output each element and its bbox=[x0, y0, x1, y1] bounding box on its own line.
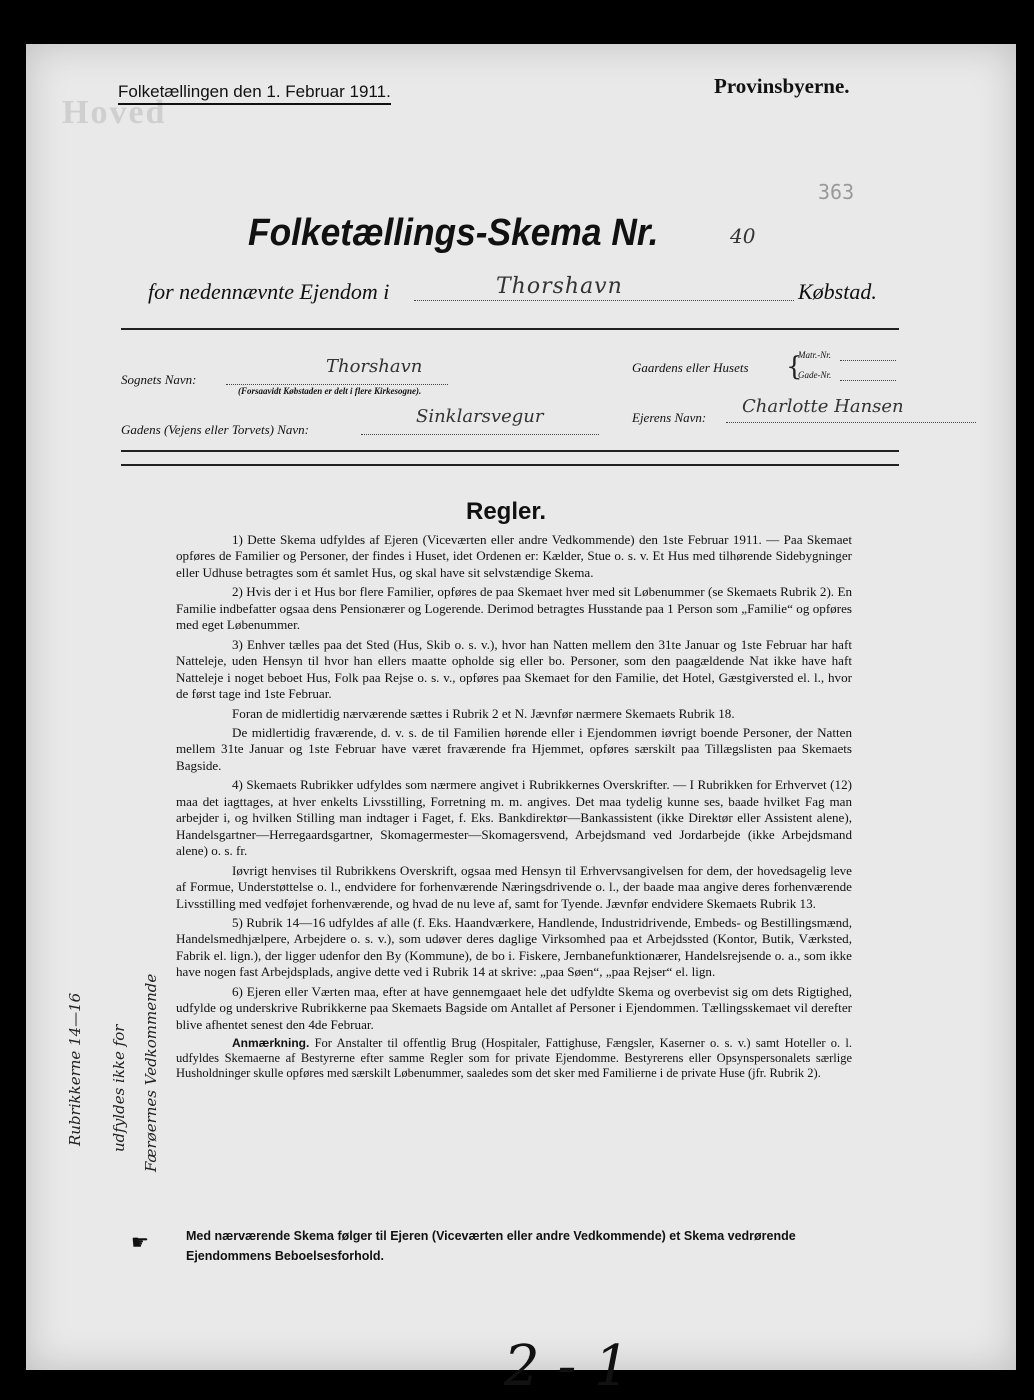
street-number-fill-line bbox=[840, 380, 896, 381]
form-title: Folketællings-Skema Nr. bbox=[248, 212, 659, 254]
street-label: Gadens (Vejens eller Torvets) Navn: bbox=[121, 422, 309, 437]
matr-label: Matr.-Nr. bbox=[798, 350, 832, 360]
rules-heading: Regler. bbox=[466, 498, 547, 525]
region-header: Provinsbyerne. bbox=[714, 74, 850, 98]
pointing-hand-icon: ☛ bbox=[131, 1230, 149, 1254]
parish-label: Sognets Navn: bbox=[121, 372, 197, 387]
rule-5: 5) Rubrik 14—16 udfyldes af alle (f. Eks. Haandværkere, Handlende, Industridrivende, Embeds- og Bestillingsmænd, Handelsmedhjælpere, Arbejdere o. s. v.), som udøver deres daglige Virksomhed paa et Arbejdssted (Kontor, Butik, Værksted, Fabrik el. lign.), der ligger udenfor den By (Kommune), de bo i. Fiskere, Jernbanefunktionærer, Handelsrejsende o. a., som ikke have nogen fast Arbejdsplads, angive dette ved i Rubrik 14 at skrive: „paa Søen“, „paa Rejser“ el. lign. bbox=[176, 914, 852, 980]
city-handwritten: Thorshavn bbox=[496, 274, 623, 299]
rule-3-foran: Foran de midlertidig nærværende sættes i Rubrik 2 et N. Jævnfør nærmere Skemaets Rubrik 18. bbox=[232, 705, 735, 721]
note-text: For Anstalter til offentlig Brug (Hospitaler, Fattighuse, Fængsler, Kaserner o. s. v.) samt Hoteller o. l. udfyldes Skemaerne af Bestyrerne efter samme Regler som for private Ejendomme. Bestyrerens eller Opsynspersonalets særlige Husholdninger skulle opføres med særskilt Løbenummer, saaledes som det sker med Familierne i de private Huse (jfr. Rubrik 2). bbox=[176, 1036, 852, 1081]
street-fill-line bbox=[361, 434, 599, 435]
census-form-sheet bbox=[26, 44, 1016, 1399]
faded-stamp: Hoved bbox=[62, 94, 167, 131]
owner-label: Ejerens Navn: bbox=[632, 410, 707, 425]
note-paragraph bbox=[176, 1036, 852, 1081]
brace: { bbox=[786, 352, 803, 382]
street-number-label: Gade-Nr. bbox=[798, 370, 832, 380]
divider-top bbox=[121, 328, 899, 330]
page-number: 363 bbox=[818, 180, 855, 204]
street-handwritten: Sinklarsvegur bbox=[416, 406, 544, 427]
parish-handwritten: Thorshavn bbox=[326, 356, 423, 377]
rule-1: 1) Dette Skema udfyldes af Ejeren (Viceværten eller andre Vedkommende) den 1ste Februar 1911. — Paa Skemaet opføres de Familier og Personer, der findes i Huset, idet Ordenen er: Kælder, Stue o. s. v. Et Hus med tilhørende Sidebygninger eller Udhuse betragtes som ét samlet Hus, og skal have sit selvstændige Skema. bbox=[176, 532, 852, 580]
rule-3: 3) Enhver tælles paa det Sted (Hus, Skib o. s. v.), hvor han Natten mellem den 31te Januar og 1ste Februar har haft Natteleje, uden Hensyn til hvor han ellers maatte opholde sig eller bo. Personer, som den paagældende Nat ikke have haft Natteleje i noget beboet Hus, Folk paa Rejse o. s. v., opføres paa Skemaet for den Familie, det Hotel, Gæstgiversted el. l., hvor de først tage ind 1ste Februar. bbox=[176, 636, 852, 702]
margin-note-line-3: Færøernes Vedkommende bbox=[142, 973, 160, 1172]
property-line-suffix: Købstad. bbox=[798, 279, 877, 304]
owner-fill-line bbox=[726, 422, 976, 423]
divider-mid-2 bbox=[121, 464, 899, 466]
property-line-prefix: for nedennævnte Ejendom i bbox=[148, 279, 390, 304]
margin-note-line-1: Rubrikkerne 14—16 bbox=[66, 992, 84, 1146]
matr-fill-line bbox=[840, 360, 896, 361]
rule-4-ovrigt: Iøvrigt henvises til Rubrikkens Overskrift, ogsaa med Hensyn til Erhvervsangivelsen for dem, der hovedsagelig leve af Formue, Understøttelse o. l., endvidere for forhenværende Næringsdrivende o. l., der baade maa angive deres forhenværende Livsstilling med vedføjet forhenværende, og hvad de nu leve af, samt for Tyende. Jævnfør endvidere Skemaets Rubrik 13. bbox=[176, 862, 852, 911]
parish-fill-line bbox=[226, 384, 448, 385]
rules-body bbox=[176, 532, 852, 1084]
note-label: Anmærkning. bbox=[232, 1036, 310, 1051]
census-date-header: Folketællingen den 1. Februar 1911. bbox=[118, 82, 391, 105]
margin-note-line-2: udfyldes ikke for bbox=[110, 1024, 128, 1152]
parish-note: (Forsaavidt Købstaden er delt i flere Kirkesogne). bbox=[238, 386, 422, 396]
city-fill-line bbox=[414, 300, 794, 301]
form-number-handwritten: 40 bbox=[730, 224, 756, 248]
rule-6: 6) Ejeren eller Værten maa, efter at have gennemgaaet hele det udfyldte Skema og overbevist sig om dets Rigtighed, udfylde og underskrive Rubrikkerne paa Skemaets Bagside om Antallet af Personer i Ejendommen. Tællingsskemaet vil derefter blive afhentet senest den 4de Februar. bbox=[176, 983, 852, 1032]
rule-3-fravaerende: De midlertidig fraværende, d. v. s. de til Familien hørende eller i Ejendommen iøvrigt boende Personer, der Natten mellem 31te Januar og 1ste Februar have været fraværende fra Hjemmet, opføres særskilt paa Tillægslisten paa Skemaets Bagside. bbox=[176, 724, 852, 773]
divider-mid-1 bbox=[121, 450, 899, 452]
handwritten-bottom-number: 2 - 1 bbox=[504, 1334, 630, 1399]
owner-handwritten: Charlotte Hansen bbox=[742, 396, 904, 417]
rule-4: 4) Skemaets Rubrikker udfyldes som nærmere angivet i Rubrikkernes Overskrifter. — I Rubrikken for Erhvervet (12) maa det iagttages, at hver enkelts Livsstilling, Forretning m. m. angives. Det maa tydelig kunne ses, baade hvilket Fag man arbejder i, og hvilken Stilling man indtager i Faget, f. Eks. Bankdirektør—Bankassistent (ikke Direktør eller Assistent alene), Handelsgartner—Herregaardsgartner, Skomagermester—Skomagersvend, Arbejdsmand ved Jordarbejde (ikke Arbejdsmand alene) o. s. fr. bbox=[176, 777, 852, 859]
footer-notice: Med nærværende Skema følger til Ejeren (Viceværten eller andre Vedkommende) et Skema vedrørende Ejendommens Beboelsesforhold. bbox=[186, 1229, 796, 1263]
rule-2: 2) Hvis der i et Hus bor flere Familier, opføres de paa Skemaet hver med sit Løbenummer (se Skemaets Rubrik 2). En Familie indbefatter ogsaa dens Pensionærer og Logerende. Derimod betragtes Husstande paa 1 Person som „Familie“ og opføres med eget Løbenummer. bbox=[176, 584, 852, 633]
house-label: Gaardens eller Husets bbox=[632, 360, 749, 375]
